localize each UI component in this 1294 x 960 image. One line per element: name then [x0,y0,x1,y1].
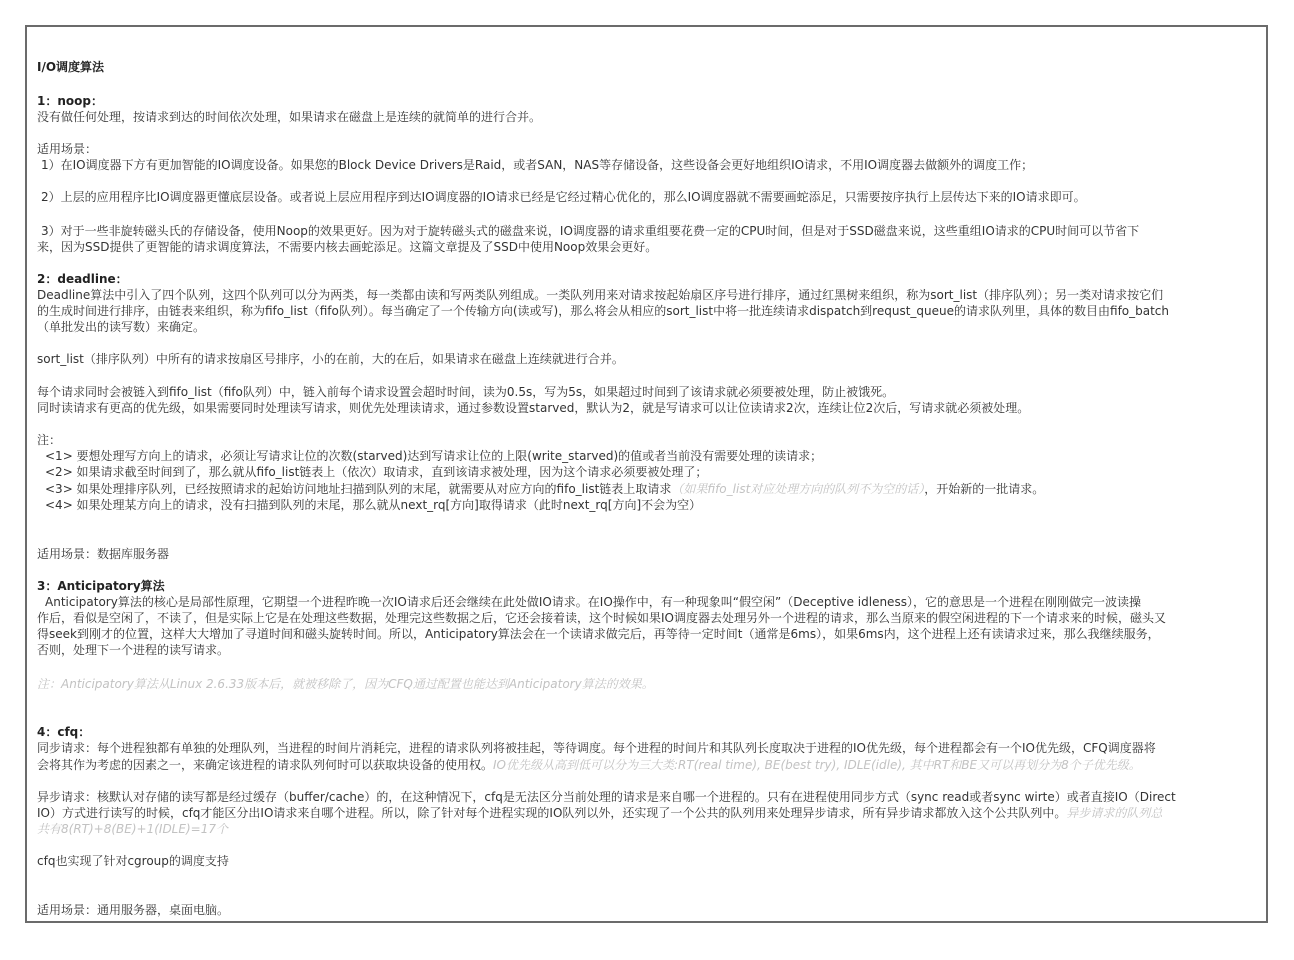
page-title: I/O调度算法 [37,60,105,74]
deadline-desc-line2: 的生成时间进行排序，由链表来组织，称为fifo_list（fifo队列）。每当确定了一个传输方向(读或写)，那么将会从相应的sort_list中将一批连续请求dispatch到requst_queue的请求队列里，具体的数目由fifo_batch [37,304,1170,318]
cfq-sync-main: 会将其作为考虑的因素之一，来确定该进程的请求队列何时可以获取块设备的使用权。 [37,758,494,772]
noop-point-2: 2）上层的应用程序比IO调度器更懂底层设备。或者说上层应用程序到达IO调度器的IO请求已经是它经过精心优化的，那么IO调度器就不需要画蛇添足，只需要按序执行上层传达下来的IO请求即可。 [41,190,1086,204]
noop-point-3-line2: 来，因为SSD提供了更智能的请求调度算法，不需要内核去画蛇添足。这篇文章提及了SSD中使用Noop效果会更好。 [37,240,658,254]
deadline-note-3 [37,481,1256,497]
deadline-fifo-line1: 每个请求同时会被链入到fifo_list（fifo队列）中，链入前每个请求设置会超时时间，读为0.5s，写为5s，如果超过时间到了该请求就必须要被处理，防止被饿死。 [37,385,895,399]
cfq-async-line3: 共有8(RT)+8(BE)+1(IDLE)=17个 [37,822,228,836]
noop-point-1: 1）在IO调度器下方有更加智能的IO调度设备。如果您的Block Device Drivers是Raid，或者SAN，NAS等存储设备，这些设备会更好地组织IO请求，不用IO调度器去做额外的调度工作； [41,158,1034,172]
document-body [25,25,1268,923]
deadline-note-3-aside: （如果fifo_list对应处理方向的队列不为空的话） [671,482,925,496]
deadline-note-4: <4> 如果处理某方向上的请求，没有扫描到队列的末尾，那么就从next_rq[方向]取得请求（此时next_rq[方向]不会为空） [45,498,702,512]
deadline-note-1: <1> 要想处理写方向上的请求，必须让写请求让位的次数(starved)达到写请求让位的上限(write_starved)的值或者当前没有需要处理的读请求； [45,449,823,463]
cfq-async-line2 [37,805,1256,821]
noop-desc: 没有做任何处理，按请求到达的时间依次处理，如果请求在磁盘上是连续的就简单的进行合并。 [37,110,542,124]
deadline-note-3-end: ，开始新的一批请求。 [924,482,1045,496]
deadline-heading: 2：deadline： [37,272,128,286]
deadline-sort-list: sort_list（排序队列）中所有的请求按扇区号排序，小的在前，大的在后，如果请求在磁盘上连续就进行合并。 [37,352,624,366]
cfq-sync-aside: IO优先级从高到低可以分为三大类:RT(real time), BE(best try), IDLE(idle), 其中RT和BE又可以再划分为8个子优先级。 [493,758,1141,772]
cfq-sync-line2 [37,757,1256,773]
noop-heading: 1：noop： [37,94,103,108]
anticipatory-line4: 否则，处理下一个进程的读写请求。 [37,643,230,657]
deadline-note-label: 注： [37,433,62,447]
cfq-async-aside: 异步请求的队列总 [1066,806,1163,820]
noop-point-3-line1: 3）对于一些非旋转磁头氏的存储设备，使用Noop的效果更好。因为对于旋转磁头式的磁盘来说，IO调度器的请求重组要花费一定的CPU时间，但是对于SSD磁盘来说，这些重组IO请求的CPU时间可以节省下 [41,224,1140,238]
cfq-async-line1: 异步请求：核默认对存储的读写都是经过缓存（buffer/cache）的，在这种情况下，cfq是无法区分当前处理的请求是来自哪一个进程的。只有在进程使用同步方式（sync read或者sync wirte）或者直接IO（Direct [37,790,1176,804]
deadline-scene: 适用场景：数据库服务器 [37,547,170,561]
cfq-heading: 4：cfq： [37,725,91,739]
cfq-scene: 适用场景：通用服务器，桌面电脑。 [37,903,230,917]
deadline-note-3-main: <3> 如果处理排序队列，已经按照请求的起始访问地址扫描到队列的末尾，就需要从对应方向的fifo_list链表上取请求 [45,482,672,496]
noop-scene-label: 适用场景： [37,142,98,156]
cfq-cgroup: cfq也实现了针对cgroup的调度支持 [37,854,229,868]
anticipatory-note: 注：Anticipatory算法从Linux 2.6.33版本后，就被移除了，因为CFQ通过配置也能达到Anticipatory算法的效果。 [37,677,654,691]
anticipatory-line1: Anticipatory算法的核心是局部性原理，它期望一个进程昨晚一次IO请求后还会继续在此处做IO请求。在IO操作中，有一种现象叫“假空闲”（Deceptive idleness），它的意思是一个进程在刚刚做完一波读操 [45,595,1141,609]
deadline-desc-line1: Deadline算法中引入了四个队列，这四个队列可以分为两类，每一类都由读和写两类队列组成。一类队列用来对请求按起始扇区序号进行排序，通过红黑树来组织，称为sort_list（排序队列）；另一类对请求按它们 [37,288,1164,302]
anticipatory-heading: 3：Anticipatory算法 [37,579,165,593]
deadline-desc-line3: （单批发出的读写数）来确定。 [37,320,206,334]
cfq-async-main: IO）方式进行读写的时候，cfq才能区分出IO请求来自哪个进程。所以，除了针对每个进程实现的IO队列以外，还实现了一个公共的队列用来处理异步请求，所有异步请求都放入这个公共队列中。 [37,806,1067,820]
deadline-note-2: <2> 如果请求截至时间到了，那么就从fifo_list链表上（依次）取请求，直到该请求被处理，因为这个请求必须要被处理了； [45,465,708,479]
anticipatory-line3: 得seek到刚才的位置，这样大大增加了寻道时间和磁头旋转时间。所以，Anticipatory算法会在一个读请求做完后，再等待一定时间t（通常是6ms），如果6ms内，这个进程上还有读请求过来，那么我继续服务， [37,627,1160,641]
anticipatory-line2: 作后，看似是空闲了，不读了，但是实际上它是在处理这些数据，处理完这些数据之后，它还会接着读，这个时候如果IO调度器去处理另外一个进程的请求，那么当原来的假空闲进程的下一个请求来的时候，磁头又 [37,611,1166,625]
deadline-fifo-line2: 同时读请求有更高的优先级，如果需要同时处理读写请求，则优先处理读请求，通过参数设置starved，默认为2，就是写请求可以让位读请求2次，连续让位2次后，写请求就必须被处理。 [37,401,1030,415]
cfq-sync-line1: 同步请求：每个进程独都有单独的处理队列，当进程的时间片消耗完，进程的请求队列将被挂起，等待调度。每个进程的时间片和其队列长度取决于进程的IO优先级，每个进程都会有一个IO优先级，CFQ调度器将 [37,741,1156,755]
